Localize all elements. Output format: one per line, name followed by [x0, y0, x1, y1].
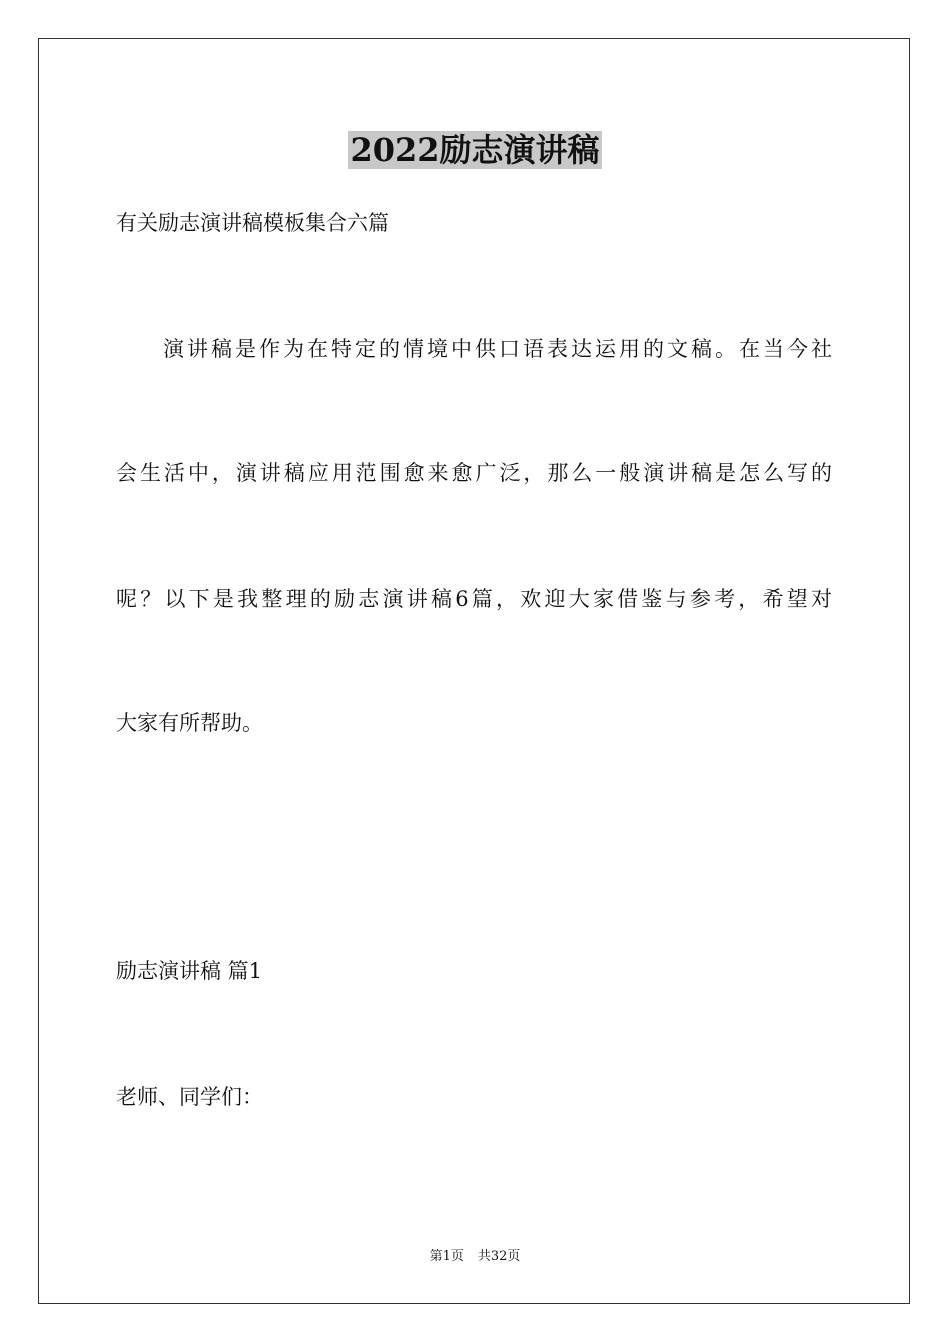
- intro-line-1: 演讲稿是作为在特定的情境中供口语表达运用的文稿。在当今社: [163, 337, 832, 361]
- page-number: 第1页: [429, 1249, 464, 1264]
- salutation: 老师、同学们：: [116, 1085, 263, 1109]
- section-heading: 励志演讲稿 篇1: [116, 959, 263, 983]
- intro-line-4: 大家有所帮助。: [116, 711, 263, 735]
- document-title-text: 2022励志演讲稿: [350, 131, 600, 169]
- intro-line-2: 会生活中，演讲稿应用范围愈来愈广泛，那么一般演讲稿是怎么写的: [116, 461, 832, 485]
- document-subtitle: 有关励志演讲稿模板集合六篇: [116, 211, 389, 235]
- page-footer: [0, 1248, 950, 1266]
- document-title: [0, 128, 950, 172]
- page-total: 共32页: [477, 1249, 521, 1264]
- intro-line-3: 呢？以下是我整理的励志演讲稿6篇，欢迎大家借鉴与参考，希望对: [116, 587, 832, 611]
